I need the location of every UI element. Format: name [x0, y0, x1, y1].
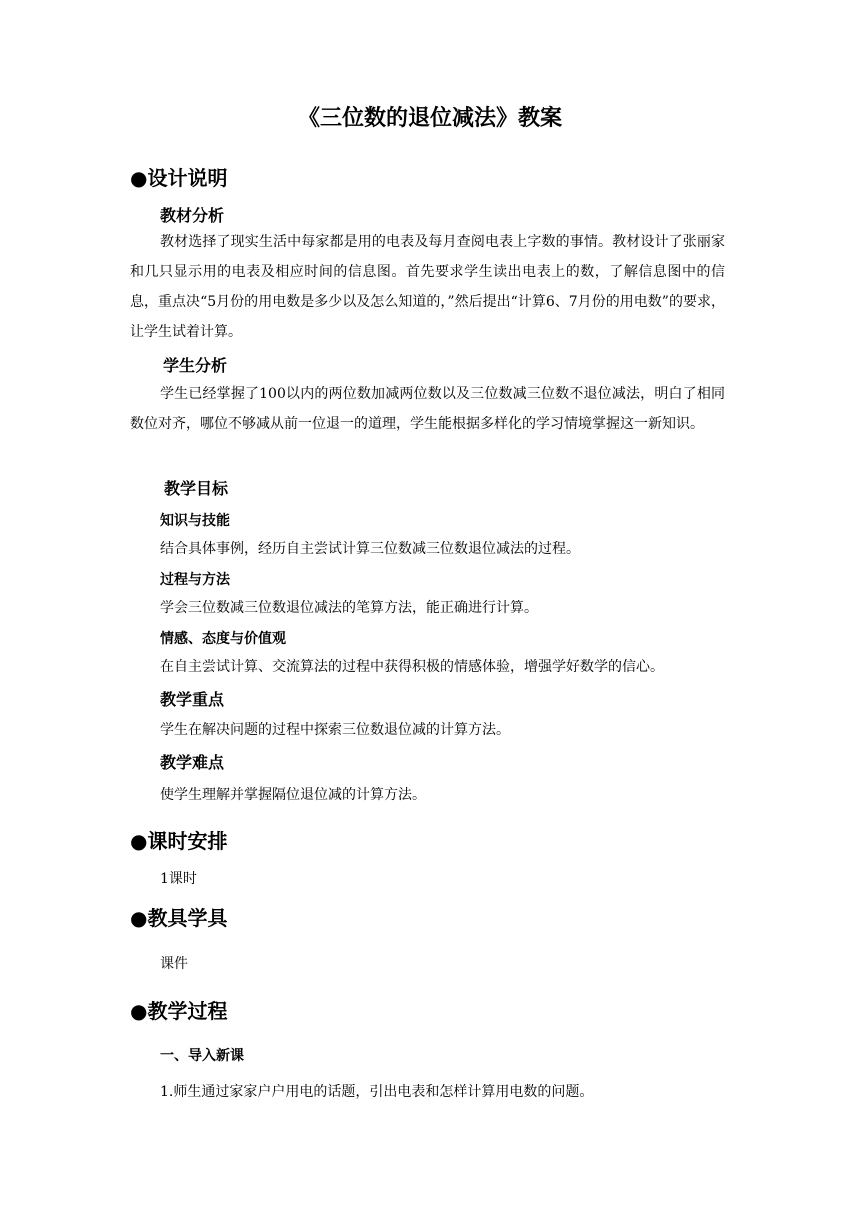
goal-knowledge-heading: 知识与技能: [160, 513, 230, 529]
paragraph-student-analysis: 学生已经掌握了100以内的两位数加减两位数以及三位数减三位数不退位减法，明白了相同数位对齐，哪位不够减从前一位退一的道理，学生能根据多样化的学习情境掌握这一新知识。: [130, 386, 725, 432]
goal-process-text: 学会三位数减三位数退位减法的笔算方法，能正确进行计算。: [160, 600, 538, 616]
subheading-material-analysis: 教材分析: [160, 206, 225, 225]
goal-knowledge-text: 结合具体事例，经历自主尝试计算三位数减三位数退位减法的过程。: [160, 541, 580, 557]
process-section1-heading: 一、导入新课: [160, 1048, 244, 1064]
document-title: 《三位数的退位减法》教案: [297, 106, 562, 131]
goal-emotion-heading: 情感、态度与价值观: [160, 631, 286, 647]
subheading-difficult-points: 教学难点: [160, 753, 225, 772]
subheading-teaching-goals: 教学目标: [164, 479, 229, 498]
key-points-text: 学生在解决问题的过程中探索三位数退位减的计算方法。: [160, 722, 510, 738]
paragraph-material-analysis: 教材选择了现实生活中每家都是用的电表及每月查阅电表上字数的事情。教材设计了张丽家和几只显示用的电表及相应时间的信息图。首先要求学生读出电表上的数，了解信息图中的信息，重点决“5月份的用电数是多少以及怎么知道的，”然后提出“计算6、7月份的用电数”的要求，让学生试着计算。: [130, 234, 725, 340]
section-heading-design: ●设计说明: [130, 166, 228, 190]
section-heading-tools: ●教具学具: [130, 906, 228, 930]
section-heading-schedule: ●课时安排: [130, 829, 228, 853]
section-heading-process: ●教学过程: [130, 999, 228, 1023]
goal-process-heading: 过程与方法: [160, 572, 230, 588]
subheading-key-points: 教学重点: [160, 690, 225, 709]
tools-text: 课件: [160, 956, 188, 972]
schedule-text: 1课时: [160, 871, 197, 887]
subheading-student-analysis: 学生分析: [163, 356, 228, 375]
process-step1-text: 1.师生通过家家户户用电的话题，引出电表和怎样计算用电数的问题。: [160, 1084, 594, 1100]
goal-emotion-text: 在自主尝试计算、交流算法的过程中获得积极的情感体验，增强学好数学的信心。: [160, 659, 664, 675]
difficult-points-text: 使学生理解并掌握隔位退位减的计算方法。: [160, 787, 426, 803]
